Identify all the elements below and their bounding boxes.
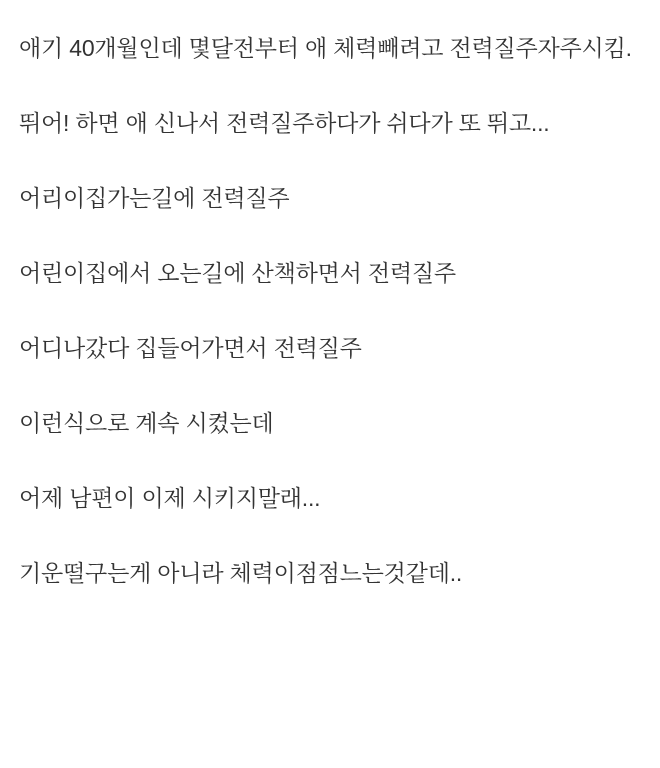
post-paragraph: 어제 남편이 이제 시키지말래...: [19, 485, 321, 511]
post-paragraph: 어디나갔다 집들어가면서 전력질주: [19, 335, 362, 361]
post-paragraph: 어리이집가는길에 전력질주: [19, 185, 290, 211]
post-paragraph: 어린이집에서 오는길에 산책하면서 전력질주: [19, 260, 456, 286]
post-paragraph: 뛰어! 하면 애 신나서 전력질주하다가 쉬다가 또 뛰고...: [19, 110, 550, 136]
post-paragraph: 애기 40개월인데 몇달전부터 애 체력빼려고 전력질주자주시킴.: [19, 35, 632, 61]
post-paragraph: 기운떨구는게 아니라 체력이점점느는것같데..: [19, 560, 463, 586]
post-paragraph: 이런식으로 계속 시켰는데: [19, 410, 274, 436]
